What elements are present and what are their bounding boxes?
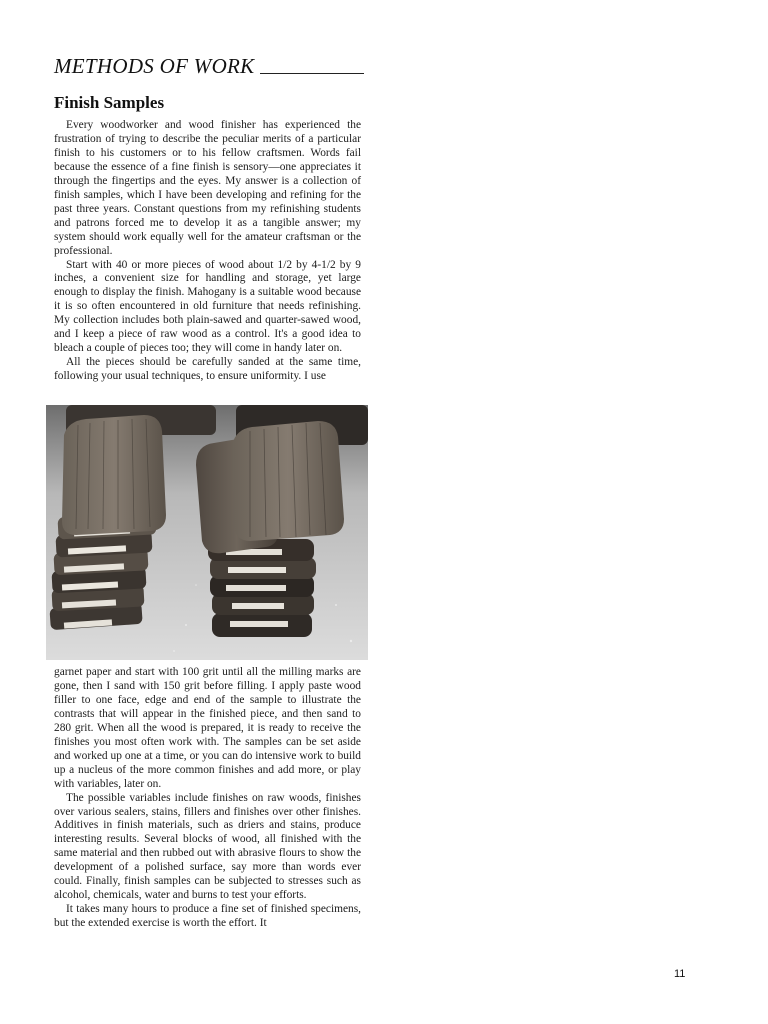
article-title: Finish Samples [54, 93, 165, 112]
paragraph: Every woodworker and wood finisher has experienced the frustration of trying to describe the peculiar merits of a particular finish to his customers or to his fellow craftsmen. Words fail because the essence of a fine finish is sensory—one appreciates it through the fingertips and the eyes. My answer is a collection of finish samples, which I have been developing and refining for the past three years. Constant questions from my refinishing students and patrons forced me to develop it as a tangible answer; my system should work equally well for the amateur craftsman or the professional. [54, 119, 361, 257]
paragraph: Start with 40 or more pieces of wood about 1/2 by 4-1/2 by 9 inches, a convenient size for handling and storage, yet large enough to display the finish. Mahogany is a suitable wood because it is so often encountered in old furniture that needs refinishing. My collection includes both plain-sawed and quarter-sawed wood, and I keep a piece of raw wood as a control. It's a good idea to bleach a couple of pieces too; they will come in handy later on. [54, 258, 361, 355]
text-column-bottom [54, 666, 361, 931]
paragraph: All the pieces should be carefully sanded at the same time, following your usual techniques, to ensure uniformity. I use [54, 356, 361, 383]
text-column-top [54, 119, 361, 384]
finish-samples-photo [46, 405, 368, 660]
paragraph: garnet paper and start with 100 grit until all the milling marks are gone, then I sand with 150 grit before filling. I apply paste wood filler to one face, edge and end of the sample to illustrate the contrasts that will appear in the finished piece, and then sand to 280 grit. When all the wood is prepared, it is ready to receive the finishes you most often work with. The samples can be set aside and worked up one at a time, or you can do intensive work to build up a nucleus of the more common finishes and add more, or play with variables, later on. [54, 666, 361, 790]
section-header-title: METHODS OF WORK [54, 54, 255, 78]
running-header [54, 54, 364, 80]
paragraph: It takes many hours to produce a fine set of finished specimens, but the extended exercise is worth the effort. It [54, 903, 361, 930]
header-rule [260, 73, 364, 74]
page-number: 11 [674, 968, 686, 980]
paragraph: The possible variables include finishes on raw woods, finishes over various sealers, stains, fillers and finishes over other finishes. Additives in finish materials, such as driers and stains, produce interesting results. Several blocks of wood, all finished with the same material and then rubbed out with abrasive flours to show the development of a polished surface, say more than words ever could. Finally, finish samples can be subjected to stresses such as alcohol, chemicals, water and burns to test your efforts. [54, 791, 361, 902]
